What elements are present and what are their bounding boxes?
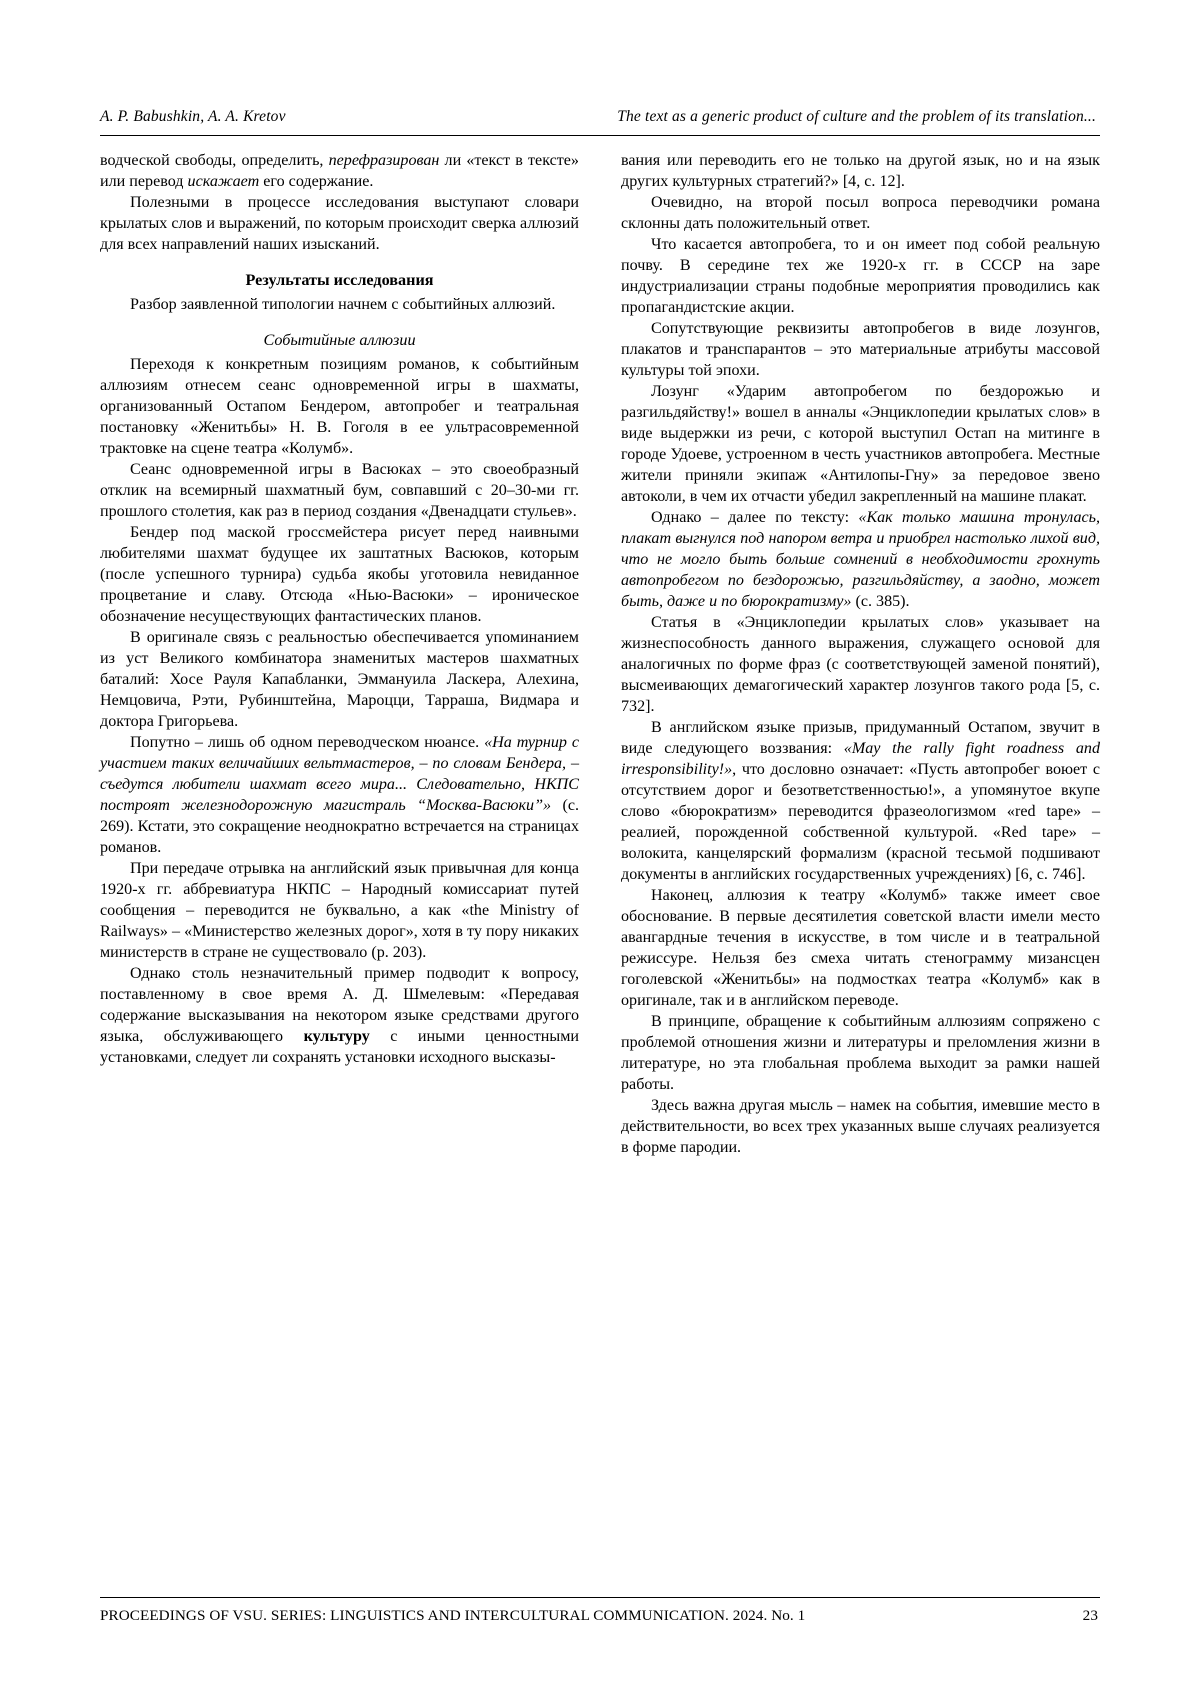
emphasis: перефразирован [328,152,440,169]
paragraph: Статья в «Энциклопедии крылатых слов» указывает на жизнеспособность данного выражения, служащего основой для аналогичных по форме фраз (с соответствующей заменой понятий), высмеивающих демагогический характер лозунгов такого рода [5, с. 732]. [621,614,1100,715]
footer-page-number: 23 [1082,1607,1098,1624]
paragraph [621,507,1100,612]
paragraph: вания или переводить его не только на другой язык, но и на язык других культурных стратегий?» [4, с. 12]. [621,152,1100,190]
footer-divider [100,1597,1100,1598]
paragraph: Что касается автопробега, то и он имеет под собой реальную почву. В середине тех же 1920-х гг. в СССР на заре индустриализации страны подобные мероприятия проводились как пропагандистские акции. [621,236,1100,316]
paragraph: Сеанс одновременной игры в Васюках – это своеобразный отклик на всемирный шахматный бум, совпавший с 20–30-ми гг. прошлого столетия, как раз в период создания «Двенадцати стульев». [100,461,579,521]
paragraph: Сопутствующие реквизиты автопробегов в виде лозунгов, плакатов и транспарантов – это материальные атрибуты массовой культуры той эпохи. [621,320,1100,379]
paragraph: Наконец, аллюзия к театру «Колумб» также имеет свое обоснование. В первые десятилетия советской власти имели место авангардные течения в искусстве, в том числе и в театральной режиссуре. Нельзя без смеха читать стенограмму мизансцен гоголевской «Женитьбы» на подмостках театра «Колумб» как в оригинале, так и в английском переводе. [621,887,1100,1009]
text-run: (с. 269). Кстати, это сокращение неоднократно встречается на страницах романов. [100,797,579,857]
paragraph: Бендер под маской гроссмейстера рисует перед наивными любителями шахмат будущее их заштатных Васюков, которым (после успешного турнира) судьба якобы уготовила невиданное процветание и славу. Отсюда «Нью-Васюки» – ироническое обозначение несуществующих фантастических планов. [100,524,579,626]
text-run: , что дословно означает: «Пусть автопробег воюет с отсутствием дорог и безответственностью!», а упомянутое вкупе слово «бюрократизм» переводится фразеологизмом «red tape» – реалией, порожденной собственной культурой. «Red tape» – волокита, канцелярский формализм (красной тесьмой подшивают документы в английских государственных учреждениях) [6, с. 746]. [621,761,1100,883]
text-run: Однако – далее по тексту: [651,509,859,526]
footer-journal-title: PROCEEDINGS OF VSU. SERIES: LINGUISTICS AND INTERCULTURAL COMMUNICATION. 2024. No. 1 [100,1607,806,1624]
header-divider [100,135,1100,136]
paragraph: Очевидно, на второй посыл вопроса переводчики романа склонны дать положительный ответ. [621,194,1100,232]
paragraph: В оригинале связь с реальностью обеспечивается упоминанием из уст Великого комбинатора знаменитых мастеров шахматных баталий: Хосе Рауля Капабланки, Эммануила Ласкера, Алехина, Немцовича, Рэти, Рубинштейна, Мароцци, Тарраша, Видмара и доктора Григорьева. [100,629,579,731]
body-columns [100,150,1100,1480]
page-footer [100,1597,1100,1625]
text-run: Попутно – лишь об одном переводческом нюансе. [130,734,485,752]
text-run: с иными ценностными установками, следует ли сохранять установки исходного высказы- [100,1028,579,1067]
text-run: его содержание. [259,173,374,190]
quotation-italic-english: «May the rally fight roadness and irresponsibility!» [621,740,1100,778]
emphasis: искажает [187,173,260,190]
running-head-authors: A. P. Babushkin, A. A. Kretov [100,108,286,125]
paragraph [100,732,579,858]
running-head-title: The text as a generic product of culture and the problem of its translation... [617,108,1096,125]
text-run: (с. 385). [851,593,910,610]
section-heading-results: Результаты исследования [245,271,434,289]
subsection-heading-event-allusions: Событийные аллюзии [263,331,416,350]
paragraph [621,717,1100,885]
running-head [100,108,1100,132]
quotation-italic: «На турнир с участием таких величайших вельтмастеров, – по словам Бендера, – съедутся любители шахмат всего мира... Следовательно, НКПС построят железнодорожную магистраль “Москва-Васюки”» [100,734,580,815]
text-run: В английском языке призыв, придуманный Остапом, звучит в виде следующего воззвания: [621,719,1100,757]
paragraph [100,963,579,1068]
paragraph: Разбор заявленной типологии начнем с событийных аллюзий. [130,296,556,314]
column-right [621,150,1100,1480]
paragraph: Полезными в процессе исследования выступают словари крылатых слов и выражений, по которым происходит сверка аллюзий для всех направлений наших изысканий. [100,194,579,253]
column-left [100,150,579,1480]
paragraph: При передаче отрывка на английский язык привычная для конца 1920-х гг. аббревиатура НКПС – Народный комиссариат путей сообщения – переводится не буквально, а как «the Ministry of Railways» – «Министерство железных дорог», хотя в ту пору никаких министерств в стране не существовало (p. 203). [100,860,579,962]
paragraph: Лозунг «Ударим автопробегом по бездорожью и разгильдяйству!» вошел в анналы «Энциклопедии крылатых слов» в виде выдержки из речи, с которой выступил Остап на митинге в городе Удоеве, устроенном в честь участников автопробега. Местные жители приняли экипаж «Антилопы-Гну» за передовое звено автоколи, в чем их отчасти убедил закрепленный на машине плакат. [621,383,1100,505]
quotation-italic: «Как только машина тронулась, плакат выгнулся под напором ветра и приобрел настолько лихой вид, что не могло быть больше сомнений в необходимости грохнуть автопробегом по бездорожью, разгильдяйству, а заодно, может быть, даже и по бюрократизму» [621,509,1100,610]
paragraph: Здесь важна другая мысль – намек на события, имевшие место в действительности, во всех трех указанных выше случаях реализуется в форме пародии. [621,1097,1100,1156]
paragraph [100,150,579,192]
text-run: Однако столь незначительный пример подводит к вопросу, поставленному в свое время А. Д. Шмелевым: «Передавая содержание высказывания на некотором языке средствами другого языка, обслуживающего [100,965,579,1046]
text-run: ли «текст в тексте» или перевод [100,152,579,190]
paragraph: Переходя к конкретным позициям романов, к событийным аллюзиям отнесем сеанс одновременной игры в шахматы, организованный Остапом Бендером, автопробег и театральная постановку «Женитьбы» Н. В. Гоголя в ее ультрасовременной трактовке на сцене театра «Колумб». [100,356,579,458]
text-run: водческой свободы, определить, [100,152,329,169]
bold-term: культуру [303,1028,370,1046]
footer-row [100,1607,1100,1625]
paragraph: В принципе, обращение к событийным аллюзиям сопряжено с проблемой отношения жизни и литературы и преломления жизни в литературе, но эта глобальная проблема выходит за рамки нашей работы. [621,1013,1100,1093]
